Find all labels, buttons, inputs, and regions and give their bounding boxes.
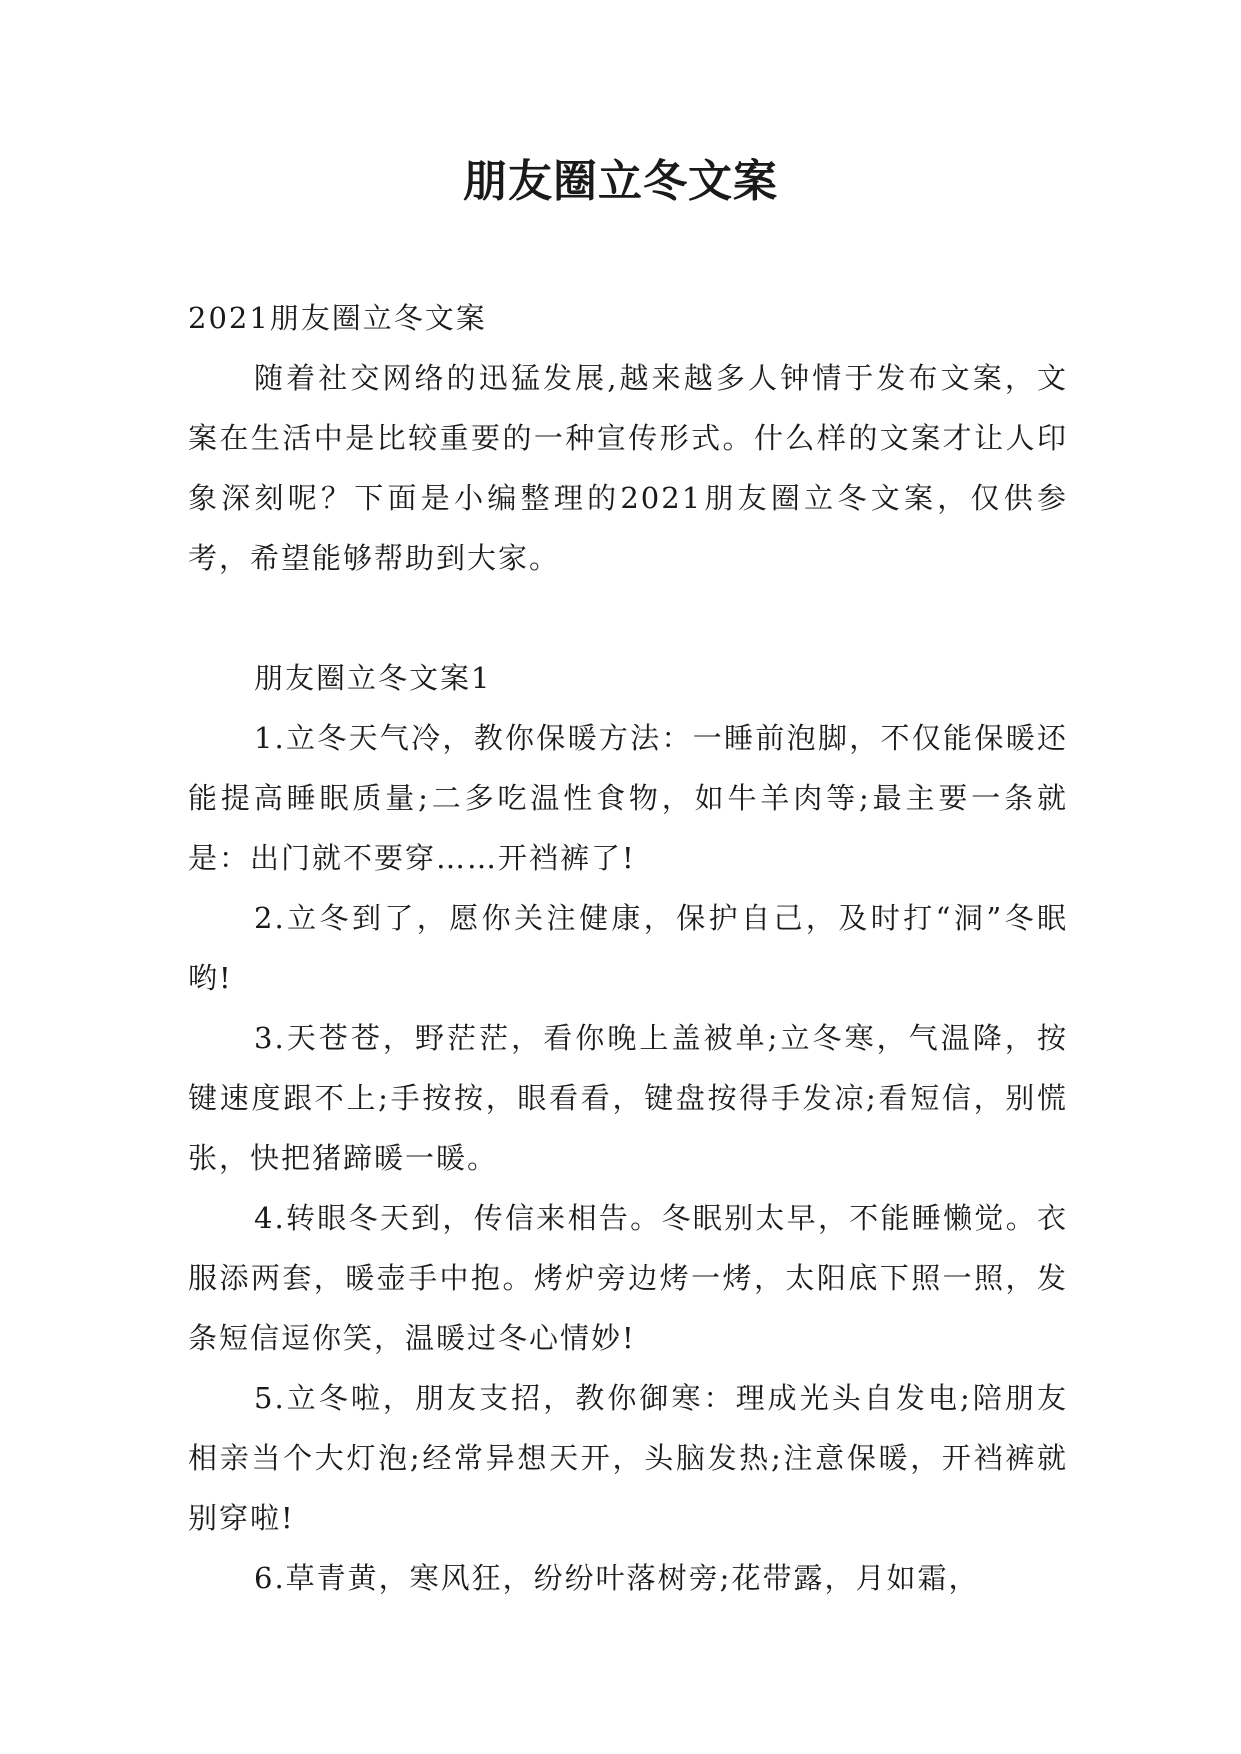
intro-paragraph: 随着社交网络的迅猛发展,越来越多人钟情于发布文案，文案在生活中是比较重要的一种宣传形式。什么样的文案才让人印象深刻呢？下面是小编整理的2021朋友圈立冬文案，仅供参考，希望能够帮助到大家。 — [188, 361, 1068, 575]
list-item: 2.立冬到了，愿你关注健康，保护自己，及时打“洞”冬眠哟! — [188, 901, 1068, 995]
paragraph-gap — [188, 588, 1068, 648]
document-subtitle: 2021朋友圈立冬文案 — [188, 301, 487, 335]
list-item: 1.立冬天气冷，教你保暖方法：一睡前泡脚，不仅能保暖还能提高睡眠质量;二多吃温性食物，如牛羊肉等;最主要一条就是：出门就不要穿……开裆裤了! — [188, 721, 1068, 875]
list-item: 6.草青黄，寒风狂，纷纷叶落树旁;花带露，月如霜， — [254, 1561, 980, 1595]
list-item: 4.转眼冬天到，传信来相告。冬眠别太早，不能睡懒觉。衣服添两套，暖壶手中抱。烤炉旁边烤一烤，太阳底下照一照，发条短信逗你笑，温暖过冬心情妙! — [188, 1201, 1068, 1355]
document-body — [188, 288, 1068, 1608]
document-title: 朋友圈立冬文案 — [463, 156, 778, 207]
list-item: 5.立冬啦，朋友支招，教你御寒：理成光头自发电;陪朋友相亲当个大灯泡;经常异想天开，头脑发热;注意保暖，开裆裤就别穿啦! — [188, 1381, 1068, 1535]
list-item: 3.天苍苍，野茫茫，看你晚上盖被单;立冬寒，气温降，按键速度跟不上;手按按，眼看看，键盘按得手发凉;看短信，别慌张，快把猪蹄暖一暖。 — [188, 1021, 1068, 1175]
section-heading: 朋友圈立冬文案1 — [254, 661, 492, 695]
